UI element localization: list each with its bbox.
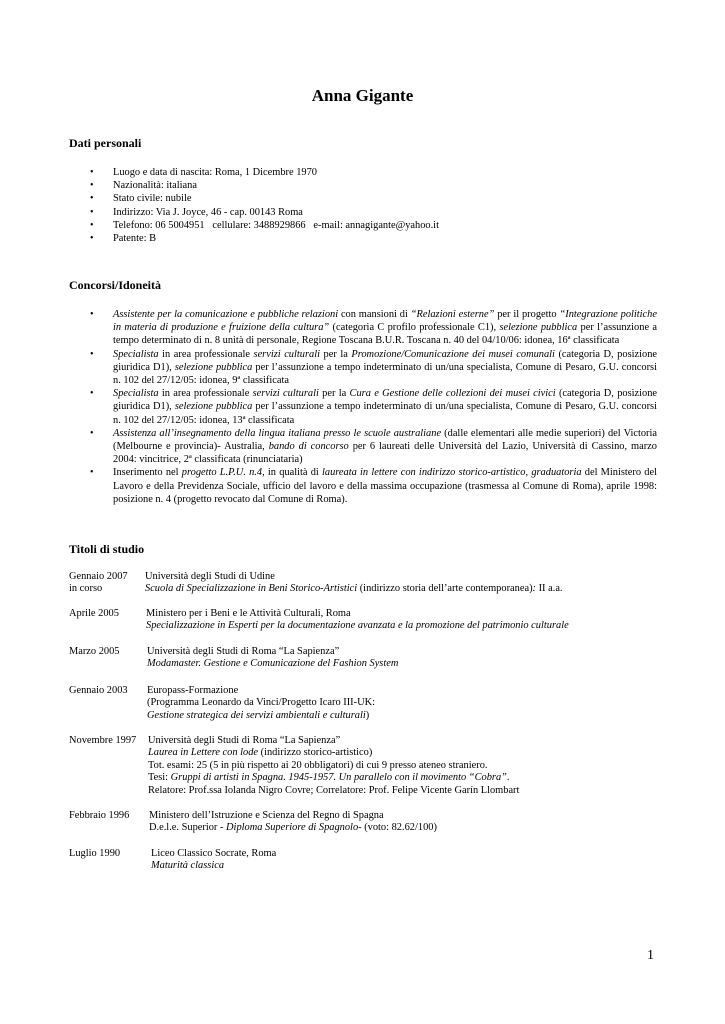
- bullet-icon: •: [90, 167, 94, 178]
- entry-body: Ministero per i Beni e le Attività Culturali, Roma Specializzazione in Esperti per la documentazione avanzata e la promozione del patrimonio culturale: [146, 608, 569, 632]
- bullet-icon: •: [90, 206, 94, 218]
- concorsi-list: [69, 308, 657, 506]
- entry-date: Novembre 1997: [69, 735, 137, 746]
- list-item: • Nazionalità: italiana: [90, 180, 197, 192]
- bullet-icon: •: [90, 309, 94, 320]
- bullet-icon: •: [90, 219, 94, 231]
- section-heading-titoli: Titoli di studio: [69, 542, 145, 556]
- list-item: • Stato civile: nubile: [90, 193, 192, 205]
- list-item: • Assistente per la comunicazione e pubbliche relazioni con mansioni di “Relazioni esterne” per il progetto “Integrazione politiche in materia di produzione e fruizione della cultura” (categoria C profilo professionale C1), selezione pubblica per l’assunzione a tempo determinato di n. 8 unità di personale, Regione Toscana B.U.R. Toscana n. 40 del 04/10/06: idonea, 16ª classificata: [90, 309, 657, 347]
- entry-date: Febbraio 1996: [69, 810, 130, 821]
- list-item: • Telefono: 06 5004951 cellulare: 3488929866 e-mail: annagigante@yahoo.it: [90, 219, 439, 231]
- entry-body: Università degli Studi di Udine Scuola di Specializzazione in Beni Storico-Artistici (indirizzo storia dell’arte contemporanea): II a.a.: [145, 571, 563, 595]
- entry-date: Luglio 1990: [69, 848, 121, 859]
- entry-date: Gennaio 2003: [69, 685, 128, 696]
- bullet-icon: •: [90, 467, 94, 479]
- entry-body: Università degli Studi di Roma “La Sapienza” Laurea in Lettere con lode (indirizzo storico-artistico) Tot. esami: 25 (5 in più rispetto ai 20 obbligatori) di cui 9 presso ateneo straniero. Tesi: Gruppi di artisti in Spagna. 1945-1957. Un parallelo con il movimento “Cobra”. Relatore: Prof.ssa Iolanda Nigro Covre; Correlatore: Prof. Felipe Vicente Garín Llombart: [148, 735, 520, 796]
- bullet-icon: •: [90, 193, 94, 205]
- section-heading-concorsi: Concorsi/Idoneità: [69, 278, 162, 292]
- page-title: Anna Gigante: [311, 86, 414, 105]
- entry-body: Europass-Formazione (Programma Leonardo da Vinci/Progetto Icaro III-UK: Gestione strategica dei servizi ambientali e culturali): [147, 685, 375, 721]
- section-heading-dati-personali: Dati personali: [69, 136, 142, 150]
- list-item: • Inserimento nel progetto L.P.U. n.4, in qualità di laureata in lettere con indirizzo storico-artistico, graduatoria del Ministero del Lavoro e della Previdenza Sociale, ufficio del lavoro e della massima occupazione (trasmessa al Comune di Roma), aprile 1998: posizione n. 4 (progetto revocato dal Comune di Roma).: [90, 467, 657, 505]
- list-item: • Indirizzo: Via J. Joyce, 46 - cap. 00143 Roma: [90, 206, 303, 218]
- bullet-icon: •: [90, 233, 94, 245]
- entry-body: Università degli Studi di Roma “La Sapienza” Modamaster. Gestione e Comunicazione del Fashion System: [147, 646, 399, 670]
- entry-body: Ministero dell’Istruzione e Scienza del Regno di Spagna D.e.l.e. Superior - Diploma Superiore di Spagnolo- (voto: 82.62/100): [149, 810, 437, 834]
- list-item: • Assistenza all’insegnamento della lingua italiana presso le scuole australiane (dalle elementari alle medie superiori) del Victoria (Melbourne e provincia)- Australia, bando di concorso per 6 laureati delle Università del Lazio, Università di Cassino, marzo 2004: vincitrice, 2ª classificata (rinunciataria): [90, 427, 657, 466]
- list-item: • Specialista in area professionale servizi culturali per la Cura e Gestione delle collezioni dei musei civici (categoria D, posizione giuridica D1), selezione pubblica per l’assunzione a tempo indeterminato di un/una specialista, Comune di Pesaro, G.U. concorsi n. 102 del 27/12/05: idonea, 13ª classificata: [90, 388, 658, 426]
- entry-date: Marzo 2005: [69, 646, 120, 657]
- entry-body: Liceo Classico Socrate, Roma Maturità classica: [151, 848, 277, 872]
- entry-date: Gennaio 2007 in corso: [69, 571, 128, 595]
- page-number: 1: [647, 948, 654, 963]
- bullet-icon: •: [90, 388, 94, 400]
- personal-info-list: [69, 166, 657, 245]
- bullet-icon: •: [90, 348, 94, 360]
- list-item: • Luogo e data di nascita: Roma, 1 Dicembre 1970: [90, 167, 318, 178]
- entry-date: Aprile 2005: [69, 608, 119, 619]
- bullet-icon: •: [90, 180, 94, 192]
- list-item: • Patente: B: [90, 233, 156, 245]
- list-item: • Specialista in area professionale servizi culturali per la Promozione/Comunicazione dei musei comunali (categoria D, posizione giuridica D1), selezione pubblica per l’assunzione a tempo indeterminato di un/una specialista, Comune di Pesaro, G.U. concorsi n. 102 del 27/12/05: idonea, 9ª classificata: [90, 348, 657, 387]
- bullet-icon: •: [90, 427, 94, 439]
